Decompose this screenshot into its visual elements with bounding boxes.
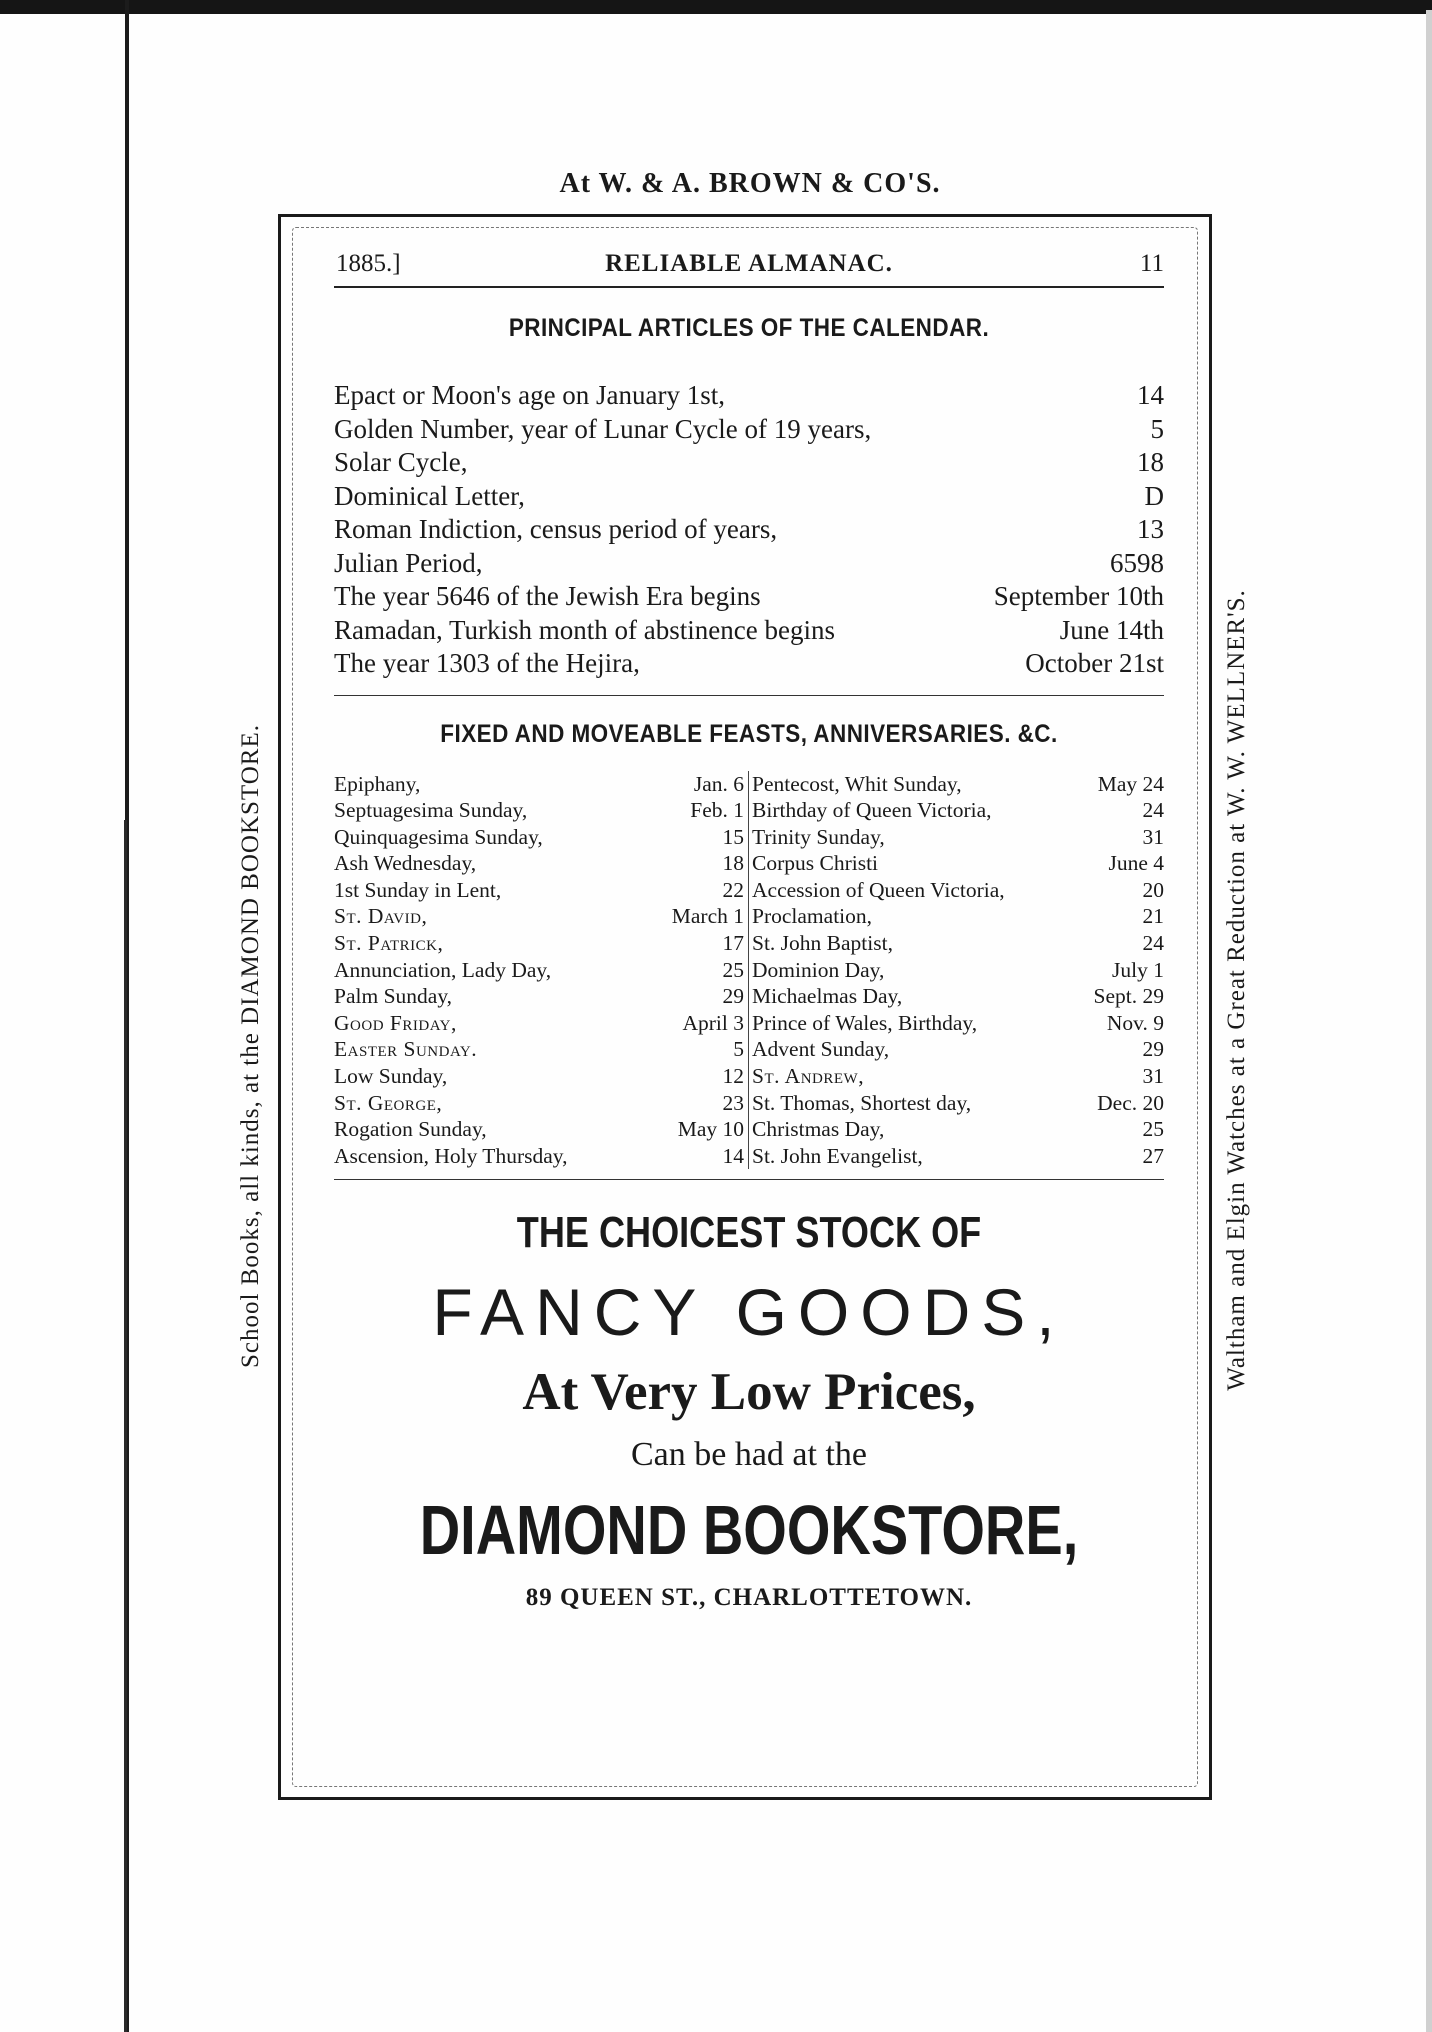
feast-row — [334, 1036, 744, 1063]
feast-row — [334, 1116, 744, 1143]
feast-date: Feb. 1 — [690, 798, 744, 823]
feast-row — [334, 877, 744, 904]
feast-date: Dec. 20 — [1097, 1090, 1164, 1115]
calendar-article-value: 14 — [1137, 380, 1164, 410]
feast-row — [752, 1063, 1164, 1090]
feast-date: Jan. 6 — [693, 771, 744, 796]
calendar-articles-list — [334, 379, 1164, 681]
feast-date: May 10 — [677, 1117, 744, 1142]
calendar-article-label: Epact or Moon's age on January 1st, — [334, 380, 726, 410]
feast-date: 15 — [722, 824, 744, 849]
feast-row — [334, 1143, 744, 1170]
calendar-article-label: The year 5646 of the Jewish Era begins — [334, 581, 761, 611]
feast-name: Proclamation, — [752, 904, 873, 929]
calendar-article-value: 6598 — [1110, 547, 1164, 578]
feast-row — [752, 824, 1164, 851]
feast-row — [752, 797, 1164, 824]
section-rule — [334, 695, 1164, 696]
feasts-heading: FIXED AND MOVEABLE FEASTS, ANNIVERSARIES. &C. — [440, 719, 1058, 748]
feast-date: 22 — [722, 877, 744, 902]
feast-row — [752, 957, 1164, 984]
feast-date: 24 — [1142, 798, 1164, 823]
feast-date: 14 — [722, 1143, 744, 1168]
feast-date: 21 — [1142, 904, 1164, 929]
scan-right-edge — [1426, 10, 1432, 2032]
feast-name: 1st Sunday in Lent, — [334, 877, 502, 902]
feast-date: 24 — [1142, 931, 1164, 956]
calendar-article-value: D — [1144, 480, 1164, 511]
feast-date: 27 — [1142, 1143, 1164, 1168]
feast-name: Good Friday, — [334, 1010, 457, 1035]
feast-name: St. Andrew, — [752, 1064, 865, 1089]
feast-row — [752, 1010, 1164, 1037]
top-advert: At W. & A. BROWN & CO'S. — [559, 168, 941, 199]
feast-name: Epiphany, — [334, 771, 421, 796]
header-rule — [334, 286, 1164, 288]
feast-row — [752, 1090, 1164, 1117]
calendar-article-value: 18 — [1137, 447, 1164, 477]
feast-name: Septuagesima Sunday, — [334, 798, 528, 823]
calendar-article-row — [334, 647, 1164, 681]
feast-row — [334, 957, 744, 984]
feast-name: Ash Wednesday, — [334, 851, 477, 876]
feast-date: 23 — [722, 1090, 744, 1115]
right-side-advert: Waltham and Elgin Watches at a Great Reduction at W. W. WELLNER'S. — [1223, 589, 1250, 1391]
feast-date: 5 — [733, 1037, 744, 1062]
feast-date: 17 — [722, 931, 744, 956]
feast-date: 18 — [722, 851, 744, 876]
feast-date: 29 — [1142, 1037, 1164, 1062]
feast-row — [334, 1010, 744, 1037]
feasts-table — [334, 771, 1164, 1170]
feast-name: St. Thomas, Shortest day, — [752, 1090, 972, 1115]
advert-line-fancy-goods: FANCY GOODS, — [432, 1275, 1066, 1350]
feast-name: Rogation Sunday, — [334, 1117, 487, 1142]
almanac-page — [334, 240, 1164, 1612]
feast-date: March 1 — [671, 904, 744, 929]
page-gutter-line-secondary — [124, 820, 127, 2032]
feast-row — [752, 850, 1164, 877]
calendar-article-label: Dominical Letter, — [334, 480, 525, 511]
feast-name: St. John Baptist, — [752, 931, 893, 956]
calendar-article-row — [334, 413, 1164, 447]
feast-row — [334, 1063, 744, 1090]
calendar-article-row — [334, 513, 1164, 547]
feast-row — [334, 771, 744, 798]
feast-name: Palm Sunday, — [334, 984, 453, 1009]
feast-row — [334, 903, 744, 930]
feast-date: 25 — [1142, 1117, 1164, 1142]
feast-date: July 1 — [1112, 957, 1164, 982]
calendar-article-value: October 21st — [1025, 648, 1164, 678]
advert-line-choicest-stock: THE CHOICEST STOCK OF — [516, 1208, 982, 1258]
feast-row — [334, 930, 744, 957]
advert-line-diamond-bookstore: DIAMOND BOOKSTORE, — [419, 1491, 1079, 1570]
calendar-article-value: 5 — [1150, 413, 1164, 444]
scan-top-edge — [0, 0, 1432, 14]
feast-row — [752, 1143, 1164, 1170]
feast-name: Birthday of Queen Victoria, — [752, 798, 992, 823]
calendar-article-row — [334, 480, 1164, 514]
left-side-advert: School Books, all kinds, at the DIAMOND BOOKSTORE. — [237, 724, 264, 1368]
feast-name: St. John Evangelist, — [752, 1143, 923, 1168]
feast-name: Prince of Wales, Birthday, — [752, 1010, 978, 1035]
feast-date: 25 — [722, 957, 744, 982]
feast-name: Easter Sunday. — [334, 1037, 478, 1062]
feast-date: 20 — [1142, 877, 1164, 902]
calendar-article-value: 13 — [1137, 514, 1164, 544]
section-rule-bottom — [334, 1179, 1164, 1180]
feast-name: Dominion Day, — [752, 957, 885, 982]
feast-name: Michaelmas Day, — [752, 984, 903, 1009]
feast-name: St. David, — [334, 904, 428, 929]
feast-row — [752, 1116, 1164, 1143]
calendar-article-row — [334, 580, 1164, 614]
calendar-article-label: Solar Cycle, — [334, 447, 468, 477]
calendar-article-row — [334, 614, 1164, 648]
feasts-right-column — [749, 771, 1164, 1170]
feast-date: 31 — [1142, 1064, 1164, 1089]
feast-name: Ascension, Holy Thursday, — [334, 1143, 568, 1168]
feast-name: Pentecost, Whit Sunday, — [752, 771, 962, 796]
calendar-article-label: Golden Number, year of Lunar Cycle of 19 years, — [334, 413, 872, 444]
advert-line-can-be-had: Can be had at the — [630, 1436, 868, 1474]
feast-date: 31 — [1142, 824, 1164, 849]
calendar-article-value: September 10th — [993, 581, 1164, 611]
feast-row — [334, 824, 744, 851]
feast-row — [752, 1036, 1164, 1063]
feast-name: Accession of Queen Victoria, — [752, 877, 1005, 902]
feast-date: 29 — [722, 984, 744, 1009]
feast-row — [334, 1090, 744, 1117]
calendar-article-value: June 14th — [1059, 614, 1164, 645]
advert-line-low-prices: At Very Low Prices, — [522, 1363, 976, 1422]
calendar-article-label: Julian Period, — [334, 547, 483, 578]
feast-row — [752, 877, 1164, 904]
running-header — [334, 240, 1164, 286]
header-year: 1885.] — [336, 250, 401, 277]
feast-name: Quinquagesima Sunday, — [334, 824, 543, 849]
feast-row — [334, 797, 744, 824]
feast-name: St. Patrick, — [334, 931, 444, 956]
advert-line-address: 89 QUEEN ST., CHARLOTTETOWN. — [525, 1584, 973, 1612]
feast-name: Christmas Day, — [752, 1117, 885, 1142]
feast-date: Sept. 29 — [1093, 984, 1164, 1009]
page-number: 11 — [1139, 250, 1164, 277]
calendar-article-label: The year 1303 of the Hejira, — [334, 648, 640, 678]
feast-name: Low Sunday, — [334, 1064, 448, 1089]
calendar-articles-heading: PRINCIPAL ARTICLES OF THE CALENDAR. — [508, 314, 990, 342]
feast-row — [752, 983, 1164, 1010]
feast-name: St. George, — [334, 1090, 443, 1115]
calendar-article-row — [334, 446, 1164, 480]
feast-date: June 4 — [1108, 851, 1164, 876]
feast-date: May 24 — [1097, 771, 1164, 796]
feast-name: Corpus Christi — [752, 851, 879, 876]
feast-date: 12 — [722, 1064, 744, 1089]
calendar-article-row — [334, 379, 1164, 413]
feast-name: Trinity Sunday, — [752, 824, 885, 849]
calendar-article-label: Ramadan, Turkish month of abstinence begins — [334, 614, 835, 645]
feast-row — [752, 903, 1164, 930]
feasts-left-column — [334, 771, 749, 1170]
feast-name: Advent Sunday, — [752, 1037, 890, 1062]
feast-row — [334, 850, 744, 877]
header-title: RELIABLE ALMANAC. — [605, 250, 893, 277]
feast-date: April 3 — [682, 1010, 744, 1035]
feast-row — [752, 930, 1164, 957]
calendar-article-label: Roman Indiction, census period of years, — [334, 514, 778, 544]
feast-name: Annunciation, Lady Day, — [334, 957, 552, 982]
feast-row — [334, 983, 744, 1010]
feast-date: Nov. 9 — [1106, 1010, 1164, 1035]
calendar-article-row — [334, 547, 1164, 581]
feast-row — [752, 771, 1164, 798]
